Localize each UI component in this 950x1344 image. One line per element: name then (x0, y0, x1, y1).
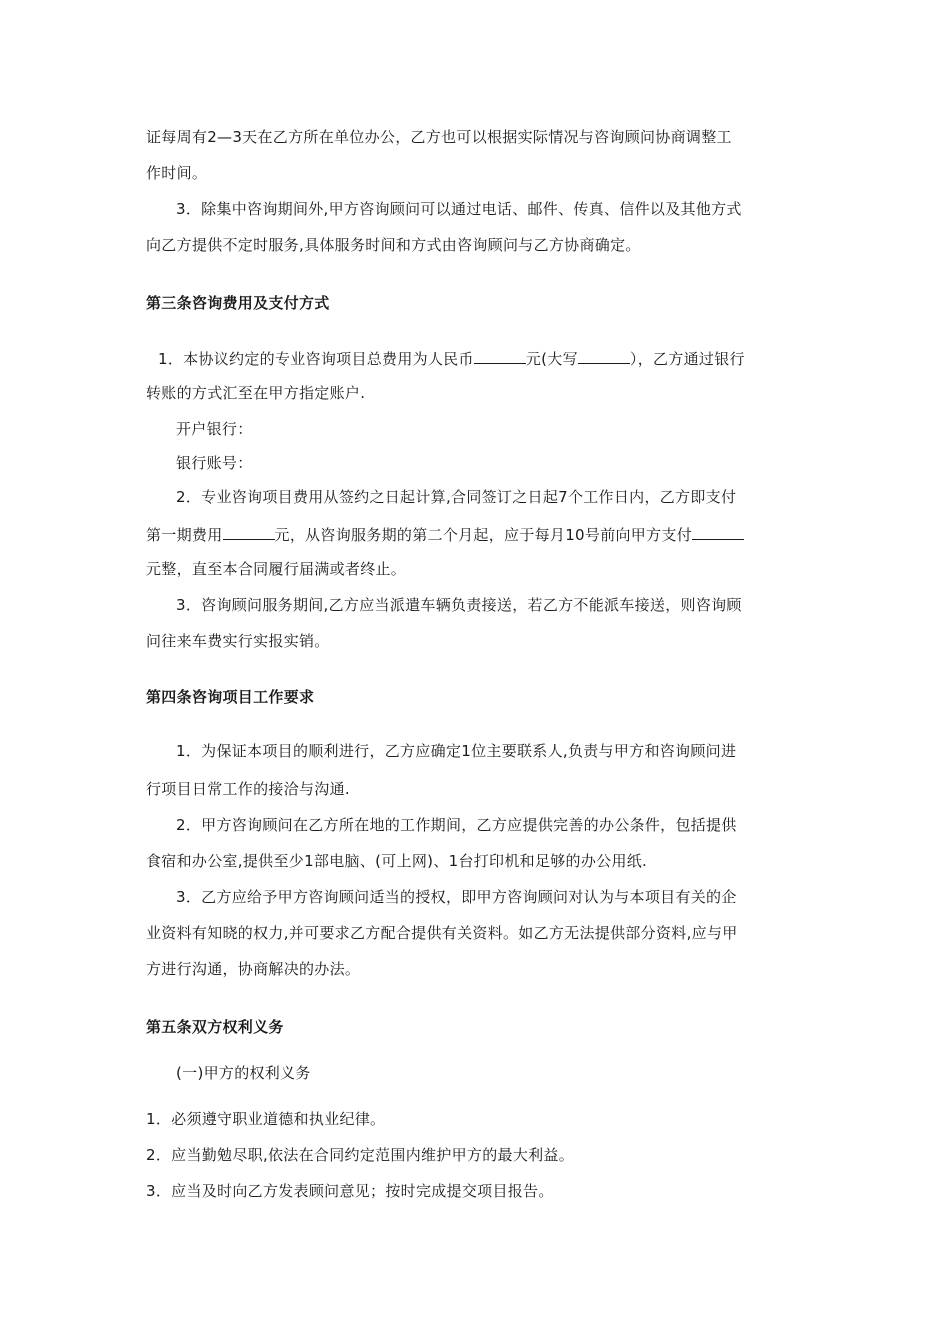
paragraph-line: 元整，直至本合同履行届满或者终止。 (146, 560, 407, 578)
paragraph-line: 问往来车费实行实报实销。 (146, 632, 330, 650)
text-run: ），乙方通过银行 (629, 350, 745, 368)
paragraph-line: 2．专业咨询项目费用从签约之日起计算,合同签订之日起7个工作日内，乙方即支付 (176, 488, 737, 506)
paragraph-line: 方进行沟通，协商解决的办法。 (146, 960, 361, 978)
section-heading-5: 第五条双方权利义务 (146, 1018, 284, 1036)
paragraph-line: 1．为保证本项目的顺利进行，乙方应确定1位主要联系人,负责与甲方和咨询顾问进 (176, 742, 737, 760)
fill-blank (692, 523, 744, 540)
paragraph-line: 向乙方提供不定时服务,具体服务时间和方式由咨询顾问与乙方协商确定。 (146, 236, 641, 254)
fill-blank (474, 347, 526, 364)
text-run: 元，从咨询服务期的第二个月起，应于每月10号前向甲方支付 (274, 526, 693, 544)
section-heading-4: 第四条咨询项目工作要求 (146, 688, 315, 706)
subsection-heading: (一)甲方的权利义务 (176, 1064, 311, 1082)
paragraph-line: 3．除集中咨询期间外,甲方咨询顾问可以通过电话、邮件、传真、信件以及其他方式 (176, 200, 742, 218)
paragraph-line (158, 347, 745, 369)
paragraph-line: 银行账号： (176, 454, 253, 472)
paragraph-line: 证每周有2—3天在乙方所在单位办公，乙方也可以根据实际情况与咨询顾问协商调整工 (146, 128, 732, 146)
text-run: 元(大写 (525, 350, 578, 368)
paragraph-line: 3．乙方应给予甲方咨询顾问适当的授权，即甲方咨询顾问对认为与本项目有关的企 (176, 888, 737, 906)
list-item: 1．必须遵守职业道德和执业纪律。 (146, 1110, 386, 1128)
list-item: 3．应当及时向乙方发表顾问意见；按时完成提交项目报告。 (146, 1182, 554, 1200)
paragraph-line: 转账的方式汇至在甲方指定账户. (146, 384, 366, 402)
list-item: 2．应当勤勉尽职,依法在合同约定范围内维护甲方的最大利益。 (146, 1146, 575, 1164)
paragraph-line: 作时间。 (146, 164, 208, 182)
fill-blank (223, 523, 275, 540)
text-run: 1．本协议约定的专业咨询项目总费用为人民币 (158, 350, 474, 368)
paragraph-line: 行项目日常工作的接洽与沟通. (146, 780, 350, 798)
section-heading-3: 第三条咨询费用及支付方式 (146, 294, 330, 312)
paragraph-line: 2．甲方咨询顾问在乙方所在地的工作期间，乙方应提供完善的办公条件，包括提供 (176, 816, 737, 834)
paragraph-line: 开户银行： (176, 420, 253, 438)
paragraph-line (146, 523, 744, 545)
text-run: 第一期费用 (146, 526, 223, 544)
paragraph-line: 食宿和办公室,提供至少1部电脑、(可上网)、1台打印机和足够的办公用纸. (146, 852, 648, 870)
paragraph-line: 3．咨询顾问服务期间,乙方应当派遣车辆负责接送，若乙方不能派车接送，则咨询顾 (176, 596, 742, 614)
fill-blank (578, 347, 630, 364)
paragraph-line: 业资料有知晓的权力,并可要求乙方配合提供有关资料。如乙方无法提供部分资料,应与甲 (146, 924, 738, 942)
